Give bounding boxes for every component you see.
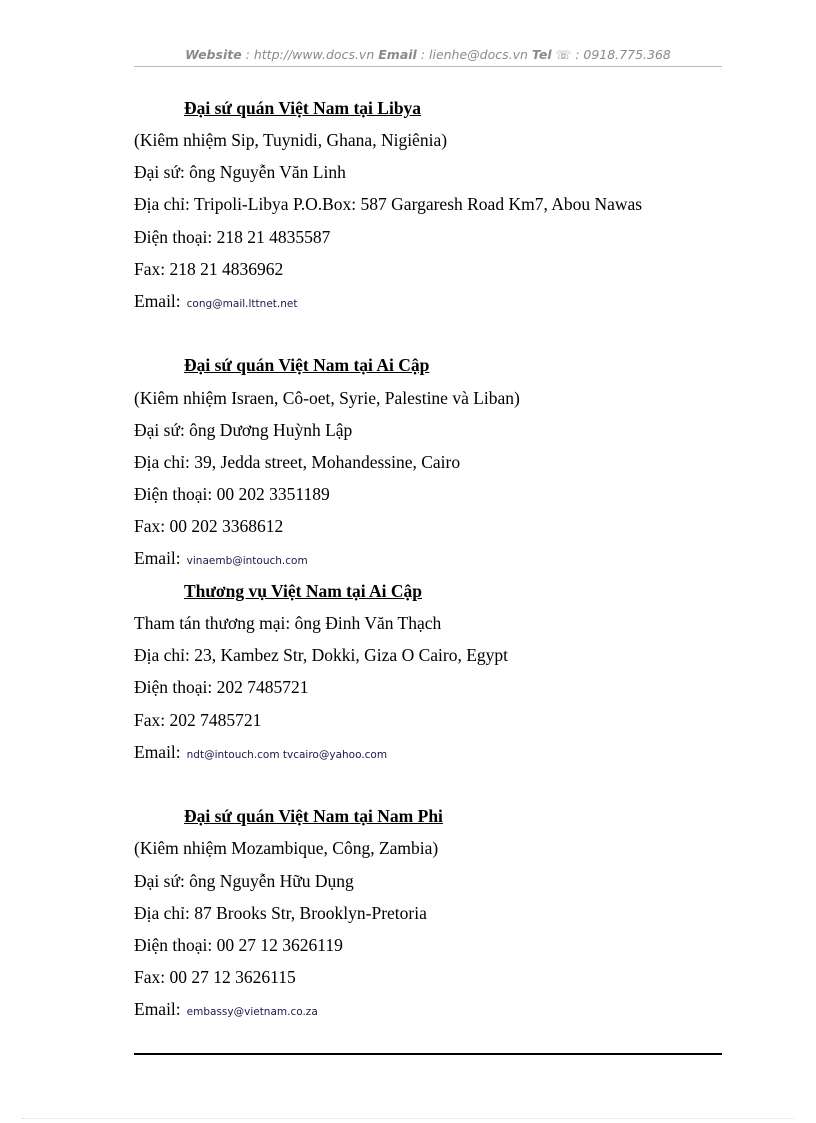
email-value[interactable]: : lienhe@docs.vn <box>420 47 528 62</box>
libya-email-link[interactable]: cong@mail.lttnet.net <box>186 298 298 310</box>
header-divider <box>134 66 722 67</box>
egypt-ambassador: Đại sứ: ông Dương Huỳnh Lập <box>134 420 353 440</box>
egypt-address: Địa chỉ: 39, Jedda street, Mohandessine, Cairo <box>134 452 461 472</box>
egypt-phone: Điện thoại: 00 202 3351189 <box>134 484 330 504</box>
libya-email-row <box>134 291 297 314</box>
section-title-south-africa: Đại sứ quán Việt Nam tại Nam Phi <box>184 806 443 826</box>
email-label: Email: <box>134 548 181 568</box>
sa-address: Địa chỉ: 87 Brooks Str, Brooklyn-Pretoria <box>134 903 427 923</box>
sa-phone: Điện thoại: 00 27 12 3626119 <box>134 935 343 955</box>
website-value[interactable]: : http://www.docs.vn <box>245 47 375 62</box>
trade-email-row <box>134 742 387 765</box>
website-label: Website <box>185 47 242 62</box>
section-title-libya: Đại sứ quán Việt Nam tại Libya <box>184 98 422 118</box>
libya-address: Địa chỉ: Tripoli-Libya P.O.Box: 587 Gargaresh Road Km7, Abou Nawas <box>134 194 643 214</box>
tel-label: Tel <box>531 47 552 62</box>
egypt-email-row <box>134 548 308 571</box>
trade-phone: Điện thoại: 202 7485721 <box>134 677 309 697</box>
page-header <box>134 47 722 62</box>
sa-fax: Fax: 00 27 12 3626115 <box>134 967 296 987</box>
section-title-trade-egypt: Thương vụ Việt Nam tại Ai Cập <box>184 581 423 601</box>
footer-divider <box>134 1053 722 1055</box>
trade-address: Địa chỉ: 23, Kambez Str, Dokki, Giza O Cairo, Egypt <box>134 645 509 665</box>
sa-email-row <box>134 999 318 1022</box>
egypt-fax: Fax: 00 202 3368612 <box>134 516 284 536</box>
sa-note: (Kiêm nhiệm Mozambique, Công, Zambia) <box>134 838 439 858</box>
libya-fax: Fax: 218 21 4836962 <box>134 259 284 279</box>
libya-phone: Điện thoại: 218 21 4835587 <box>134 227 331 247</box>
email-label: Email <box>378 47 417 62</box>
email-label: Email: <box>134 999 181 1019</box>
sa-ambassador: Đại sứ: ông Nguyễn Hữu Dụng <box>134 871 354 891</box>
sa-email-link[interactable]: embassy@vietnam.co.za <box>186 1006 318 1018</box>
egypt-note: (Kiêm nhiệm Israen, Cô-oet, Syrie, Palestine và Liban) <box>134 388 520 408</box>
trade-fax: Fax: 202 7485721 <box>134 710 262 730</box>
page-bottom-divider <box>22 1118 794 1119</box>
trade-email-link[interactable]: ndt@intouch.com tvcairo@yahoo.com <box>186 749 388 761</box>
email-label: Email: <box>134 742 181 762</box>
section-title-egypt: Đại sứ quán Việt Nam tại Ai Cập <box>184 355 430 375</box>
email-label: Email: <box>134 291 181 311</box>
phone-icon: ☏ <box>555 47 572 62</box>
trade-counselor: Tham tán thương mại: ông Đinh Văn Thạch <box>134 613 442 633</box>
libya-ambassador: Đại sứ: ông Nguyễn Văn Linh <box>134 162 346 182</box>
egypt-email-link[interactable]: vinaemb@intouch.com <box>186 555 308 567</box>
tel-value: : 0918.775.368 <box>575 47 671 62</box>
libya-note: (Kiêm nhiệm Sip, Tuynidi, Ghana, Nigiênia) <box>134 130 448 150</box>
